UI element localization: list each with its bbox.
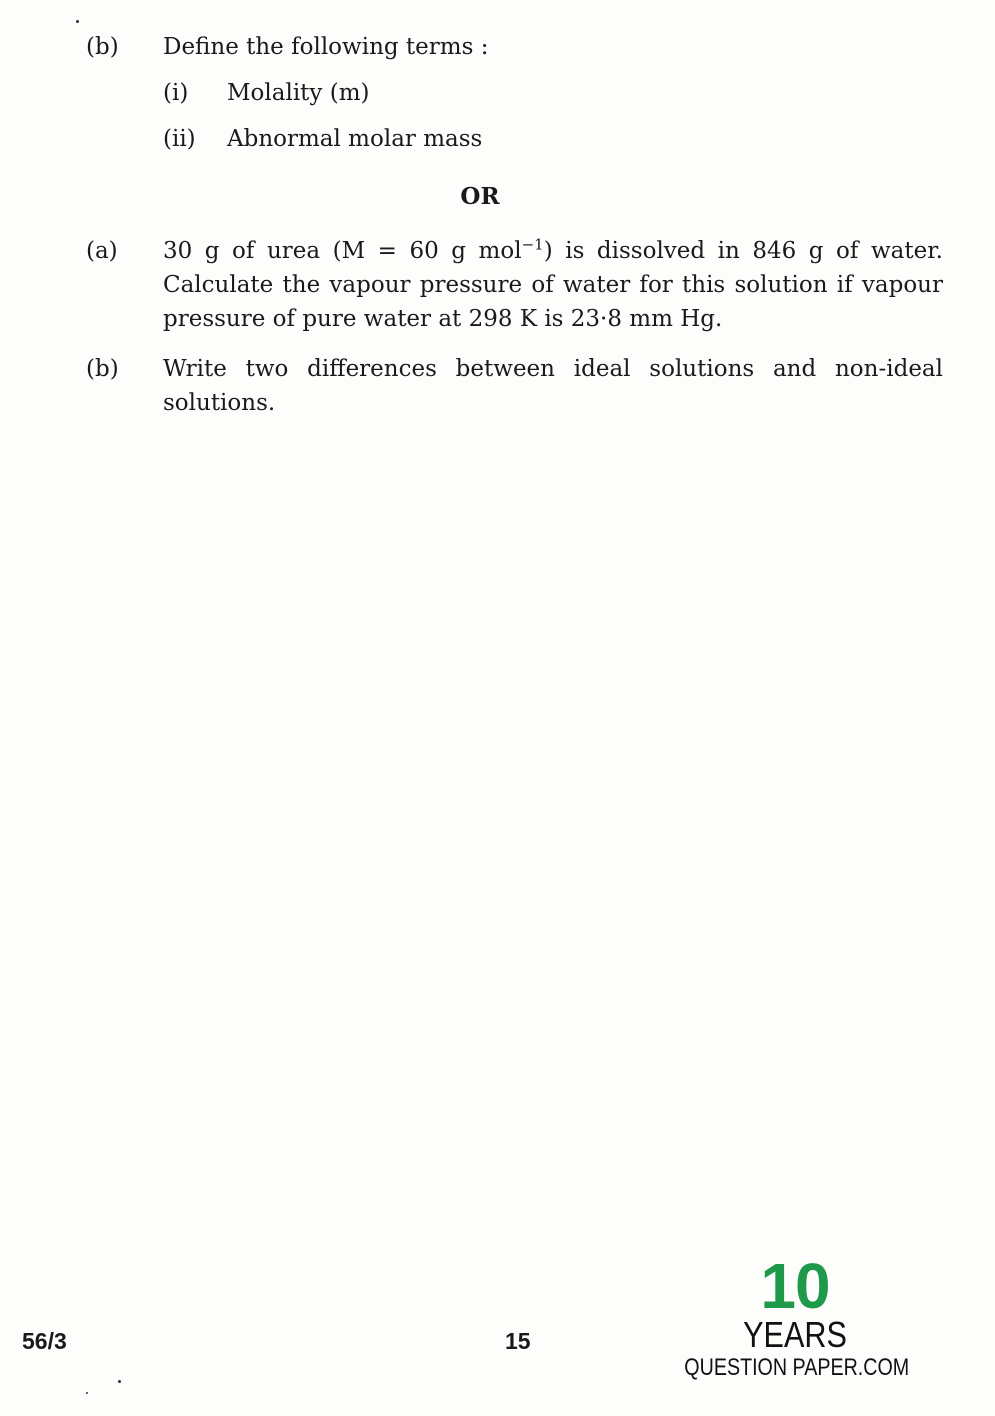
question-label: (b) (86, 356, 119, 382)
scan-speck (86, 1392, 88, 1394)
question-prompt: Define the following terms : (163, 34, 489, 60)
scan-speck (118, 1380, 121, 1383)
sub-item-text: Molality (m) (227, 80, 370, 106)
scan-speck (76, 20, 79, 23)
watermark-logo (660, 1250, 930, 1383)
question-text-part2: ) is dissolved in 846 g of water. Calculate the vapour pressure of water for this solution if vapour pressure of pure water at 298 K is 23·8 mm Hg. (163, 238, 943, 332)
question-label: (a) (86, 238, 118, 264)
logo-number: 10 (760, 1250, 830, 1322)
sub-item-text: Abnormal molar mass (227, 126, 483, 152)
question-text (163, 234, 943, 336)
logo-site: QUESTION PAPER.COM (684, 1354, 910, 1381)
question-label: (b) (86, 34, 119, 60)
sub-item-number: (ii) (163, 126, 196, 152)
superscript: −1 (521, 235, 544, 254)
or-separator: OR (460, 183, 500, 210)
sub-item-number: (i) (163, 80, 189, 106)
question-text: Write two differences between ideal solutions and non-ideal solutions. (163, 356, 943, 416)
logo-years: YEARS (743, 1314, 847, 1355)
page-number: 15 (505, 1328, 531, 1354)
paper-code: 56/3 (22, 1328, 67, 1354)
question-text-part1: 30 g of urea (M = 60 g mol (163, 238, 522, 264)
